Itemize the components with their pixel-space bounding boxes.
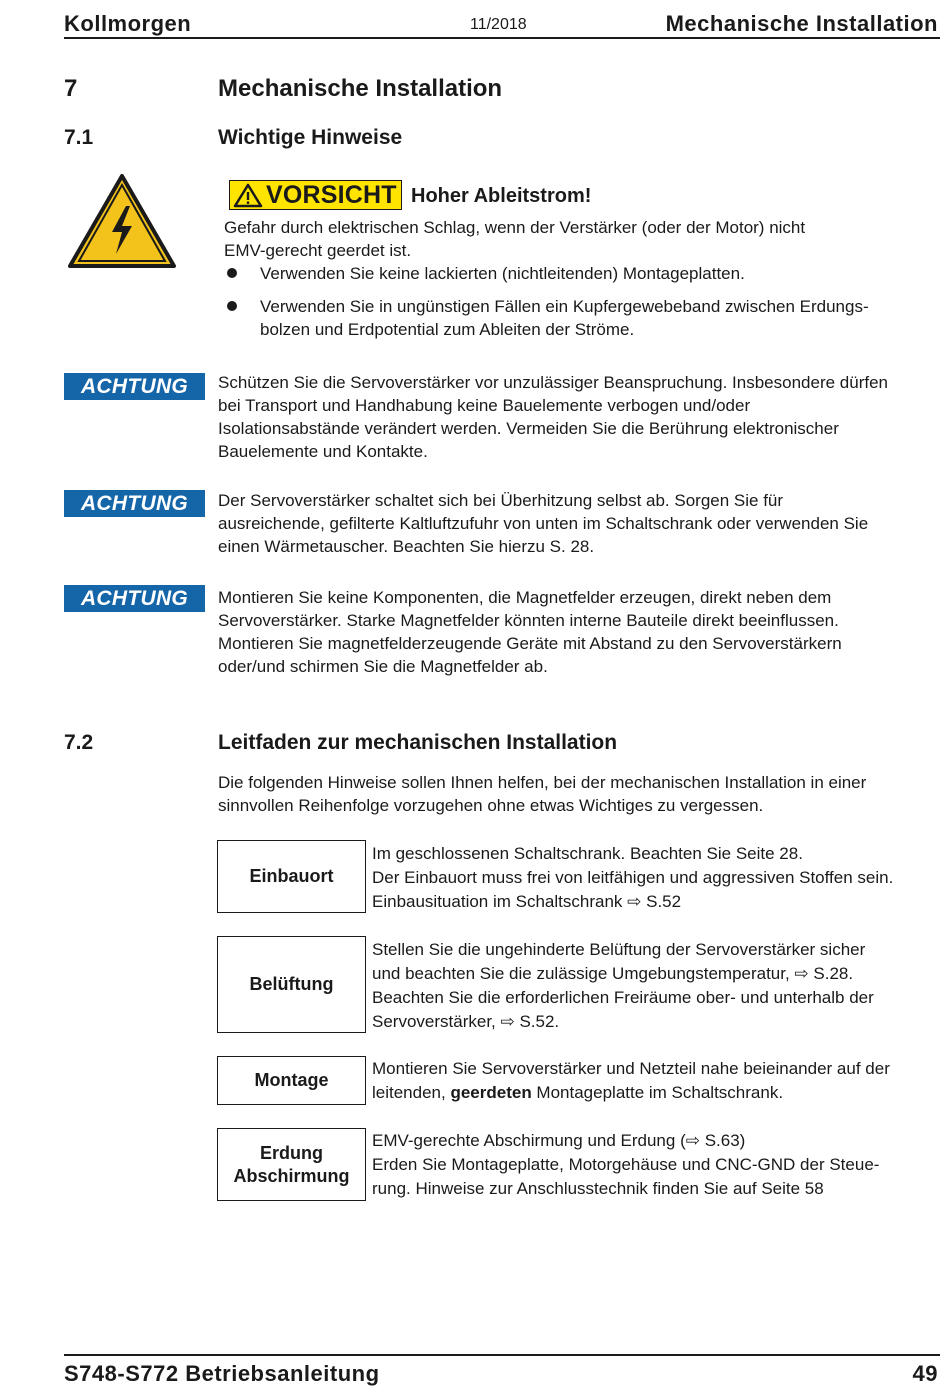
notice-text [218, 371, 888, 463]
section-7-2-intro [218, 771, 866, 817]
step-label-box [217, 1128, 366, 1201]
section-7-2-number: 7.2 [64, 731, 94, 754]
notice-line: Schützen Sie die Servoverstärker vor unzulässiger Beanspruchung. Insbesondere dürfen [218, 373, 888, 392]
notice-line: bei Transport und Handhabung keine Bauelemente verbogen und/oder [218, 396, 751, 415]
notice-line: Montieren Sie magnetfelderzeugende Geräte mit Abstand zu den Servoverstärkern [218, 634, 842, 653]
header-section: Mechanische Installation [665, 11, 938, 36]
bullet-dot [227, 301, 237, 311]
step-text [372, 842, 893, 914]
notice-text [218, 489, 868, 558]
notice-line: Isolationsabstände verändert werden. Vermeiden Sie die Berührung elektronischer [218, 419, 839, 438]
section-7-2-title: Leitfaden zur mechanischen Installation [218, 731, 618, 754]
step-text [372, 1129, 879, 1201]
notice-line: einen Wärmetauscher. Beachten Sie hierzu S. 28. [218, 537, 595, 556]
intro-line: Die folgenden Hinweise sollen Ihnen helfen, bei der mechanischen Installation in einer [218, 773, 867, 792]
step-line: EMV-gerechte Abschirmung und Erdung (⇨ S.63) [372, 1131, 746, 1150]
caution-label-text: VORSICHT [266, 180, 397, 209]
caution-bullet [260, 262, 745, 285]
bullet-line: Verwenden Sie keine lackierten (nichtleitenden) Montageplatten. [260, 264, 745, 283]
step-line: Der Einbauort muss frei von leitfähigen und aggressiven Stoffen sein. [372, 868, 894, 887]
notice-line: Servoverstärker. Starke Magnetfelder könnten interne Bauteile direkt beeinflussen. [218, 611, 839, 630]
step-label-box [217, 936, 366, 1033]
step-label: Abschirmung [233, 1165, 350, 1186]
chapter-number: 7 [64, 75, 78, 102]
intro-line: sinnvollen Reihenfolge vorzugehen ohne etwas Wichtiges zu vergessen. [218, 796, 764, 815]
notice-line: Bauelemente und Kontakte. [218, 442, 428, 461]
caution-text [224, 216, 805, 262]
step-label: Belüftung [249, 974, 334, 994]
step-label: Erdung [260, 1142, 323, 1163]
bullet-line: bolzen und Erdpotential zum Ableiten der Ströme. [260, 320, 635, 339]
step-label: Einbauort [249, 866, 334, 886]
caution-line: Gefahr durch elektrischen Schlag, wenn der Verstärker (oder der Motor) nicht [224, 218, 806, 237]
notice-text [218, 586, 842, 678]
high-voltage-warning-icon [66, 172, 178, 271]
step-label: Montage [254, 1070, 329, 1090]
step-line [372, 1081, 890, 1105]
step-line-start: leitenden, [372, 1083, 451, 1102]
notice-line: Der Servoverstärker schaltet sich bei Überhitzung selbst ab. Sorgen Sie für [218, 491, 784, 510]
page-number: 49 [912, 1361, 938, 1386]
section-7-1-number: 7.1 [64, 126, 94, 149]
step-line: Erden Sie Montageplatte, Motorgehäuse und CNC-GND der Steue- [372, 1155, 880, 1174]
step-line: Im geschlossenen Schaltschrank. Beachten Sie Seite 28. [372, 844, 803, 863]
notice-label: ACHTUNG [64, 490, 205, 517]
step-line: Montieren Sie Servoverstärker und Netzteil nahe beieinander auf der [372, 1059, 890, 1078]
notice-line: ausreichende, gefilterte Kaltluftzufuhr von unten im Schaltschrank oder verwenden Sie [218, 514, 869, 533]
notice-line: Montieren Sie keine Komponenten, die Magnetfelder erzeugen, direkt neben dem [218, 588, 832, 607]
warning-triangle-icon [233, 183, 263, 208]
caution-bullet [260, 295, 869, 341]
step-line: Beachten Sie die erforderlichen Freiräume ober- und unterhalb der [372, 988, 874, 1007]
header-date: 11/2018 [470, 16, 527, 33]
section-7-1-title: Wichtige Hinweise [218, 126, 403, 149]
header-rule [64, 37, 940, 39]
bullet-dot [227, 268, 237, 278]
step-label-box [217, 1056, 366, 1105]
step-line: Servoverstärker, ⇨ S.52. [372, 1012, 560, 1031]
step-line-end: Montageplatte im Schaltschrank. [531, 1083, 784, 1102]
step-line-emphasis: geerdeten [450, 1083, 532, 1102]
step-line: rung. Hinweise zur Anschlusstechnik finden Sie auf Seite 58 [372, 1179, 824, 1198]
caution-line: EMV-gerecht geerdet ist. [224, 241, 412, 260]
step-text [372, 1057, 890, 1105]
notice-line: oder/und schirmen Sie die Magnetfelder ab. [218, 657, 548, 676]
step-line: Einbausituation im Schaltschrank ⇨ S.52 [372, 892, 682, 911]
notice-label: ACHTUNG [64, 585, 205, 612]
step-line: und beachten Sie die zulässige Umgebungstemperatur, ⇨ S.28. [372, 964, 854, 983]
notice-label: ACHTUNG [64, 373, 205, 400]
footer-title: S748-S772 Betriebsanleitung [64, 1361, 380, 1386]
bullet-line: Verwenden Sie in ungünstigen Fällen ein Kupfergewebeband zwischen Erdungs- [260, 297, 869, 316]
chapter-title: Mechanische Installation [218, 75, 503, 102]
caution-title: Hoher Ableitstrom! [411, 185, 592, 207]
header-company: Kollmorgen [64, 11, 192, 36]
step-label-box [217, 840, 366, 913]
caution-label [229, 180, 402, 210]
step-text [372, 938, 874, 1034]
step-line: Stellen Sie die ungehinderte Belüftung der Servoverstärker sicher [372, 940, 866, 959]
footer-rule [64, 1354, 940, 1356]
